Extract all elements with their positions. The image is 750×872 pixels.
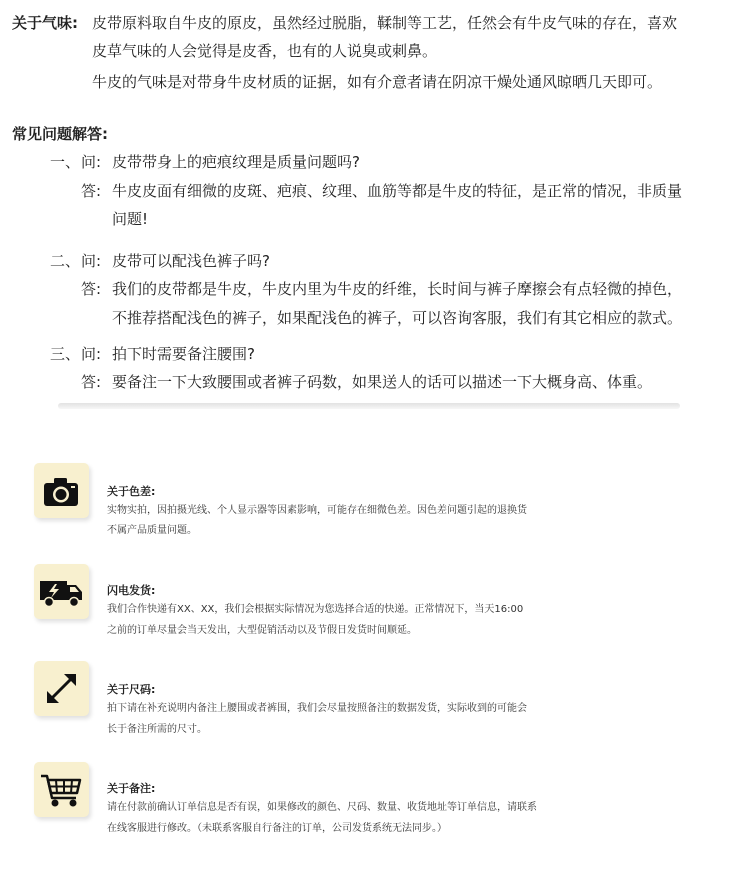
- answer-text-line: 我们的皮带都是牛皮，牛皮内里为牛皮的纤维，长时间与裤子摩擦会有点轻微的掉色，: [112, 280, 683, 298]
- notice-title: 关于色差:: [107, 485, 156, 498]
- notice-title: 关于备注:: [107, 782, 156, 795]
- delivery-truck-icon: [34, 564, 89, 619]
- notice-text-line: 长于备注所需的尺寸。: [107, 724, 207, 735]
- answer-label: 答:: [81, 373, 102, 391]
- notice-text-line: 在线客服进行修改。（未联系客服自行备注的订单，公司发货系统无法同步。）: [107, 823, 447, 834]
- faq-heading: 常见问题解答:: [12, 125, 108, 143]
- smell-text-line-3: 牛皮的气味是对带身牛皮材质的证据，如有介意者请在阴凉干燥处通风晾晒几天即可。: [92, 73, 663, 91]
- question-text: 拍下时需要备注腰围?: [112, 345, 255, 363]
- question-text: 皮带带身上的疤痕纹理是质量问题吗?: [112, 153, 360, 171]
- smell-text-line-1: 皮带原料取自牛皮的原皮，虽然经过脱脂，鞣制等工艺，任然会有牛皮气味的存在，喜欢: [92, 14, 678, 32]
- camera-icon: [34, 463, 89, 518]
- answer-text-line: 要备注一下大致腰围或者裤子码数，如果送人的话可以描述一下大概身高、体重。: [112, 373, 653, 391]
- notice-text-line: 拍下请在补充说明内备注上腰围或者裤围，我们会尽量按照备注的数据发货，实际收到的可能会: [107, 703, 527, 714]
- resize-arrow-icon: [34, 661, 89, 716]
- shopping-cart-icon: [34, 762, 89, 817]
- answer-label: 答:: [81, 280, 102, 298]
- notice-text-line: 我们合作快递有XX、XX，我们会根据实际情况为您选择合适的快递。正常情况下，当天16:00: [107, 604, 524, 615]
- notice-text-line: 请在付款前确认订单信息是否有误，如果修改的颜色、尺码、数量、收货地址等订单信息，请联系: [107, 802, 537, 813]
- answer-label: 答:: [81, 182, 102, 200]
- answer-text-line: 牛皮皮面有细微的皮斑、疤痕、纹理、血筋等都是牛皮的特征，是正常的情况，非质量: [112, 182, 683, 200]
- smell-text-line-2: 皮草气味的人会觉得是皮香，也有的人说臭或刺鼻。: [92, 42, 438, 60]
- smell-label: 关于气味:: [12, 14, 78, 32]
- question-label: 问:: [81, 153, 102, 171]
- notice-title: 闪电发货:: [107, 584, 156, 597]
- answer-text-line: 不推荐搭配浅色的裤子，如果配浅色的裤子，可以咨询客服，我们有其它相应的款式。: [112, 309, 683, 327]
- section-divider: [58, 403, 680, 409]
- question-label: 问:: [81, 345, 102, 363]
- answer-text-line: 问题!: [112, 210, 149, 228]
- faq-number: 三、: [50, 345, 81, 363]
- faq-number: 二、: [50, 252, 81, 270]
- faq-number: 一、: [50, 153, 81, 171]
- notice-text-line: 不属产品质量问题。: [107, 525, 197, 536]
- question-text: 皮带可以配浅色裤子吗?: [112, 252, 270, 270]
- question-label: 问:: [81, 252, 102, 270]
- notice-title: 关于尺码:: [107, 683, 156, 696]
- notice-text-line: 之前的订单尽量会当天发出，大型促销活动以及节假日发货时间顺延。: [107, 625, 417, 636]
- notice-text-line: 实物实拍，因拍摄光线、个人显示器等因素影响，可能存在细微色差。因色差问题引起的退换货: [107, 505, 527, 516]
